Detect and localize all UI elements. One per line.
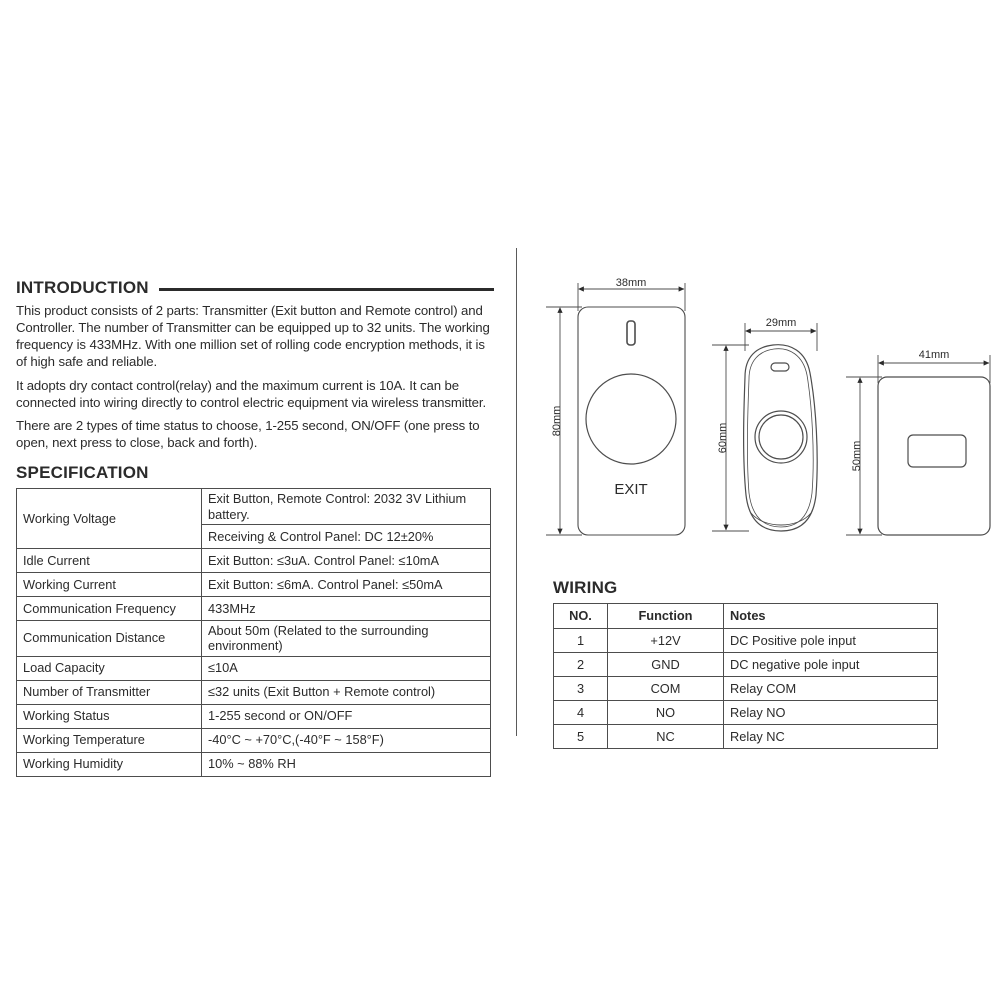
introduction-title: INTRODUCTION — [16, 278, 149, 297]
table-row — [17, 680, 491, 704]
spec-value: 10% ~ 88% RH — [202, 752, 491, 776]
exit-button-face-label: EXIT — [614, 481, 648, 498]
spec-label: Working Humidity — [17, 752, 202, 776]
wiring-function: COM — [608, 677, 724, 701]
table-row — [17, 548, 491, 572]
table-row — [17, 620, 491, 656]
spec-label: Number of Transmitter — [17, 680, 202, 704]
table-row — [17, 489, 491, 525]
heading-rule — [159, 288, 494, 291]
wiring-notes: Relay NO — [724, 701, 938, 725]
remote-width-label: 29mm — [765, 317, 797, 329]
remote-height-label: 60mm — [717, 422, 729, 454]
specification-title: SPECIFICATION — [16, 463, 149, 483]
controller-height-label: 50mm — [851, 440, 863, 472]
spec-value: ≤32 units (Exit Button + Remote control) — [202, 680, 491, 704]
table-row — [554, 677, 938, 701]
spec-label: Working Temperature — [17, 728, 202, 752]
spec-value: -40°C ~ +70°C,(-40°F ~ 158°F) — [202, 728, 491, 752]
exit-button-width-label: 38mm — [615, 277, 647, 289]
spec-label: Working Status — [17, 704, 202, 728]
spec-value: Receiving & Control Panel: DC 12±20% — [202, 524, 491, 548]
table-row — [554, 725, 938, 749]
table-row — [554, 653, 938, 677]
introduction-heading — [16, 278, 494, 298]
left-column — [16, 278, 494, 777]
wiring-table — [553, 603, 938, 749]
table-row — [17, 752, 491, 776]
column-header-no: NO. — [554, 604, 608, 629]
product-drawings — [540, 255, 1000, 565]
spec-value: Exit Button: ≤6mA. Control Panel: ≤50mA — [202, 572, 491, 596]
wiring-function: GND — [608, 653, 724, 677]
table-row — [554, 629, 938, 653]
spec-value: ≤10A — [202, 656, 491, 680]
wiring-notes: DC Positive pole input — [724, 629, 938, 653]
table-header-row — [554, 604, 938, 629]
spec-label: Working Voltage — [17, 489, 202, 549]
spec-label: Communication Distance — [17, 620, 202, 656]
table-row — [17, 656, 491, 680]
introduction-body — [16, 302, 494, 451]
spec-label: Working Current — [17, 572, 202, 596]
wiring-notes: DC negative pole input — [724, 653, 938, 677]
wiring-no: 5 — [554, 725, 608, 749]
column-divider — [516, 248, 517, 736]
column-header-function: Function — [608, 604, 724, 629]
introduction-paragraph: This product consists of 2 parts: Transmitter (Exit button and Remote control) and Controller. The number of Transmitter can be equipped up to 32 units. The working frequency is 433MHz. With one million set of rolling code encryption methods, it is of high safe and reliable. — [16, 303, 490, 370]
wiring-no: 3 — [554, 677, 608, 701]
spec-value: 433MHz — [202, 596, 491, 620]
wiring-no: 1 — [554, 629, 608, 653]
spec-value: Exit Button: ≤3uA. Control Panel: ≤10mA — [202, 548, 491, 572]
wiring-notes: Relay COM — [724, 677, 938, 701]
column-header-notes: Notes — [724, 604, 938, 629]
table-row — [17, 728, 491, 752]
wiring-function: NC — [608, 725, 724, 749]
wiring-notes: Relay NC — [724, 725, 938, 749]
spec-value: 1-255 second or ON/OFF — [202, 704, 491, 728]
spec-value: About 50m (Related to the surrounding environment) — [202, 620, 491, 656]
wiring-no: 2 — [554, 653, 608, 677]
wiring-title: WIRING — [553, 578, 618, 597]
wiring-heading — [553, 578, 939, 598]
controller-panel-drawing — [878, 377, 990, 535]
spec-label: Load Capacity — [17, 656, 202, 680]
spec-value: Exit Button, Remote Control: 2032 3V Lithium battery. — [202, 489, 491, 525]
wiring-function: NO — [608, 701, 724, 725]
specification-table — [16, 488, 491, 776]
wiring-section — [553, 578, 939, 749]
exit-button-height-label: 80mm — [551, 405, 563, 437]
table-row — [17, 704, 491, 728]
remote-control-drawing — [744, 345, 818, 531]
controller-width-label: 41mm — [918, 349, 950, 361]
introduction-paragraph: There are 2 types of time status to choose, 1-255 second, ON/OFF (one press to open, next press to close, back and forth). — [16, 417, 480, 451]
wiring-no: 4 — [554, 701, 608, 725]
exit-button-drawing — [578, 307, 685, 535]
table-row — [17, 596, 491, 620]
specification-heading — [16, 463, 494, 483]
spec-label: Communication Frequency — [17, 596, 202, 620]
table-row — [554, 701, 938, 725]
spec-label: Idle Current — [17, 548, 202, 572]
introduction-paragraph: It adopts dry contact control(relay) and the maximum current is 10A. It can be connected into wiring directly to control electric equipment via wireless transmitter. — [16, 377, 487, 410]
wiring-function: +12V — [608, 629, 724, 653]
table-row — [17, 572, 491, 596]
